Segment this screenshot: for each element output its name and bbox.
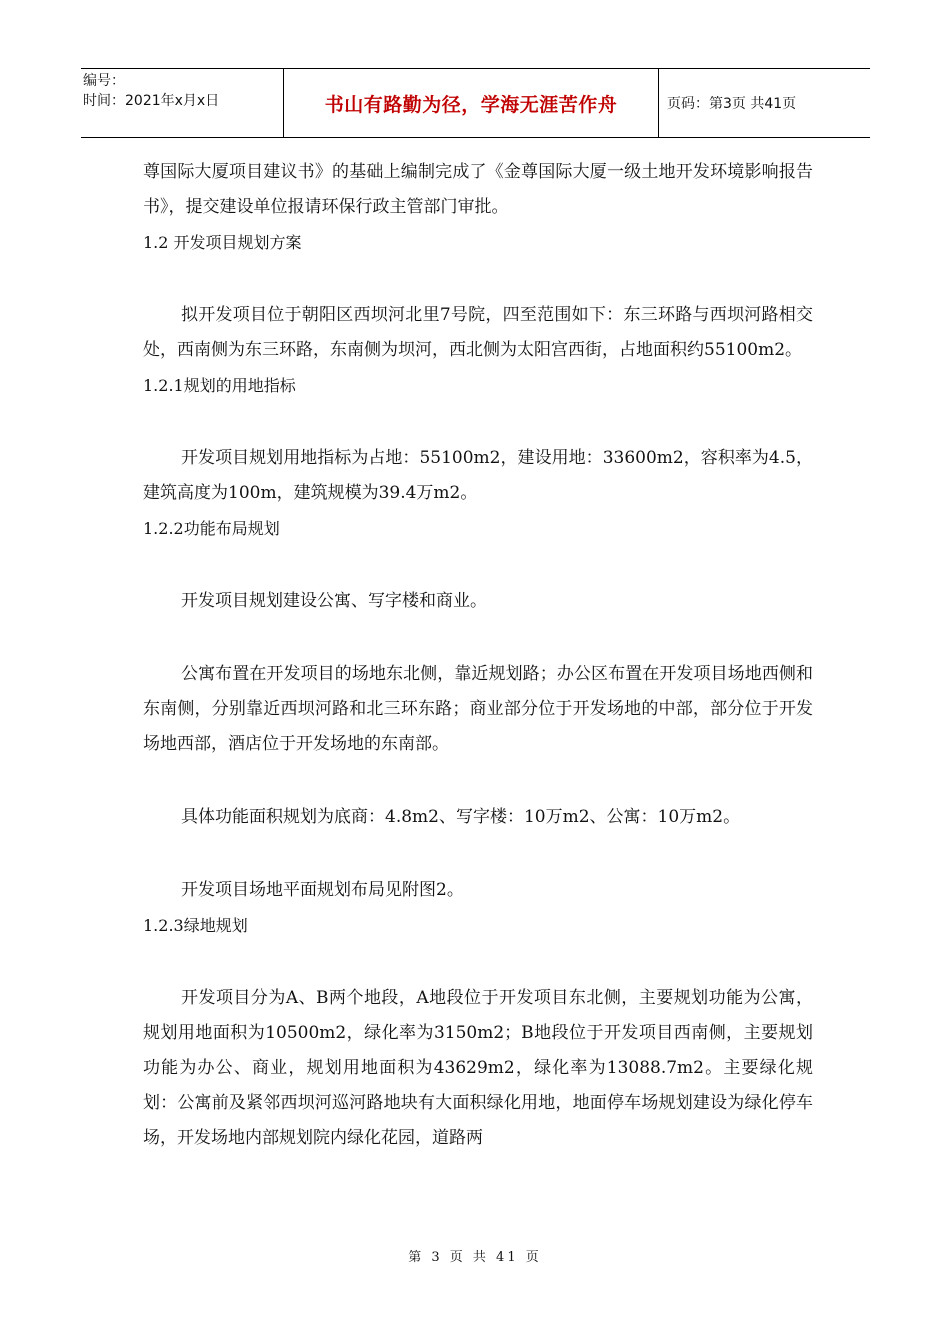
header-page-cell — [659, 69, 870, 137]
paragraph-greening: 开发项目分为A、B两个地段，A地段位于开发项目东北侧，主要规划功能为公寓，规划用地面积为10500m2，绿化率为3150m2；B地段位于开发项目西南侧，主要规划功能为办公、商业，规划用地面积为43629m2，绿化率为13088.7m2。主要绿化规划：公寓前及紧邻西坝河巡河路地块有大面积绿化用地，地面停车场规划建设为绿化停车场，开发场地内部规划院内绿化花园，道路两 — [143, 988, 813, 1148]
paragraph-location: 拟开发项目位于朝阳区西坝河北里7号院，四至范围如下：东三环路与西坝河路相交处，西南侧为东三环路，东南侧为坝河，西北侧为太阳宫西街，占地面积约55100m2。 — [143, 305, 813, 360]
document-body — [143, 155, 813, 1156]
paragraph-layout: 公寓布置在开发项目的场地东北侧，靠近规划路；办公区布置在开发项目场地西侧和东南侧，分别靠近西坝河路和北三环东路；商业部分位于开发场地的中部，部分位于开发场地西部，酒店位于开发场地的东南部。 — [143, 664, 813, 754]
number-label: 编号： — [83, 73, 125, 89]
page-footer: 第 3 页 共 41 页 — [408, 1250, 542, 1265]
paragraph-functions: 开发项目规划建设公寓、写字楼和商业。 — [181, 591, 487, 611]
section-heading-1-2-2: 1.2.2功能布局规划 — [143, 519, 280, 538]
page-label: 页码：第3页 共41页 — [667, 96, 797, 112]
section-heading-1-2-3: 1.2.3绿地规划 — [143, 916, 248, 935]
paragraph-continuation: 尊国际大厦项目建议书》的基础上编制完成了《金尊国际大厦一级土地开发环境影响报告书》，提交建设单位报请环保行政主管部门审批。 — [143, 162, 813, 217]
paragraph-land-indicators: 开发项目规划用地指标为占地：55100m2，建设用地：33600m2，容积率为4.5，建筑高度为100m，建筑规模为39.4万m2。 — [143, 448, 813, 503]
paragraph-area: 具体功能面积规划为底商：4.8m2、写字楼：10万m2、公寓：10万m2。 — [181, 807, 741, 827]
section-heading-1-2: 1.2 开发项目规划方案 — [143, 233, 302, 252]
motto-text: 书山有路勤为径，学海无涯苦作舟 — [324, 93, 618, 116]
date-label: 时间：2021年x月x日 — [83, 93, 220, 109]
section-heading-1-2-1: 1.2.1规划的用地指标 — [143, 376, 296, 395]
header-info-cell — [81, 69, 284, 137]
paragraph-site-plan: 开发项目场地平面规划布局见附图2。 — [181, 880, 464, 900]
header-motto-cell — [284, 69, 659, 137]
page-header — [81, 68, 870, 138]
